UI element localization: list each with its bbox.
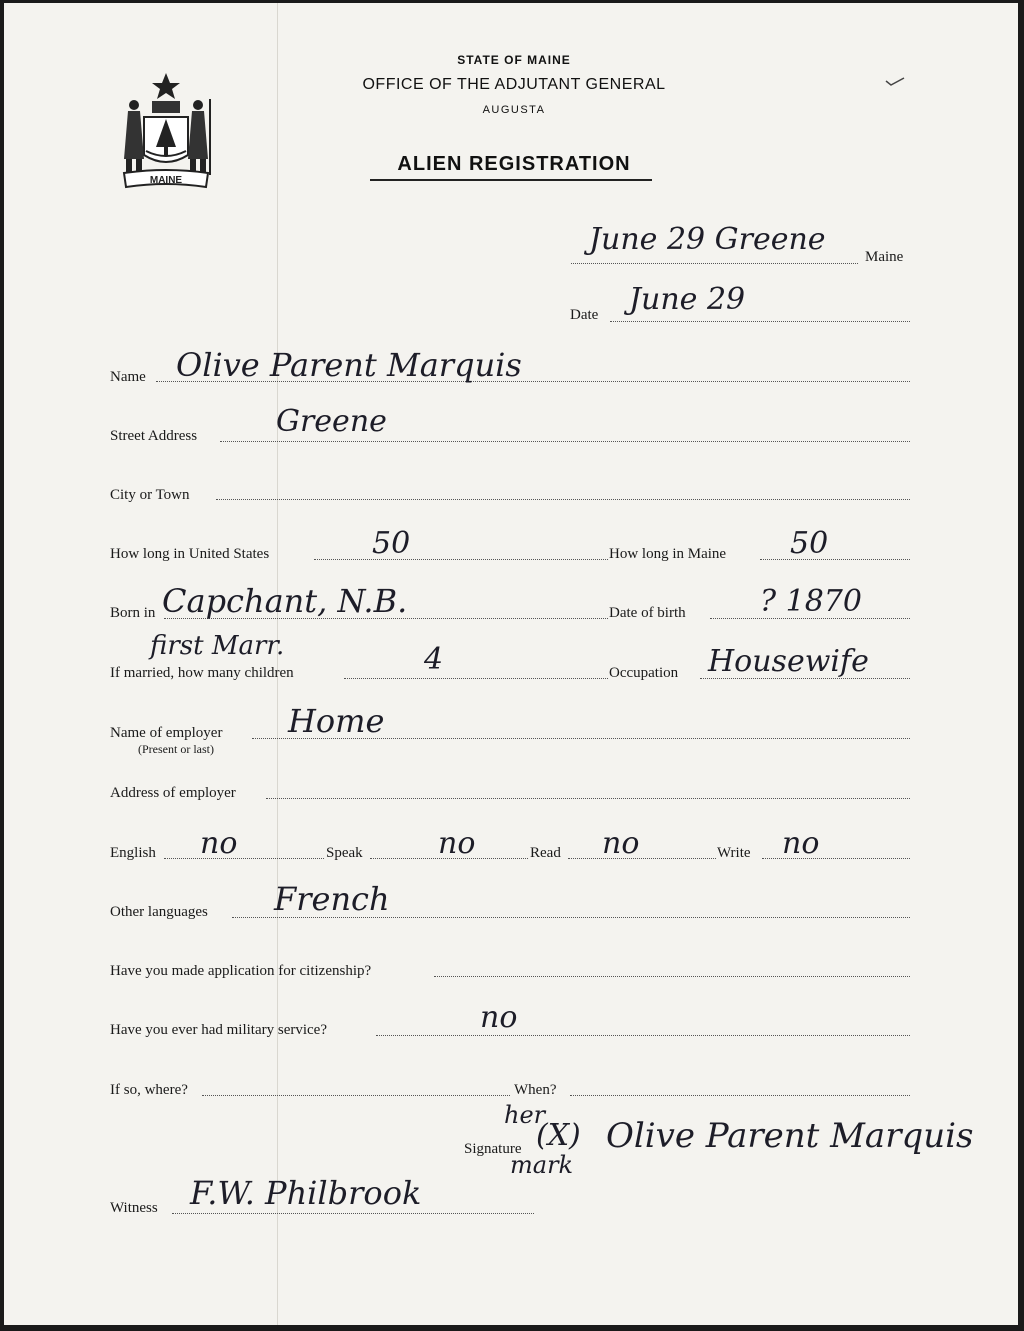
other-languages-value[interactable]: French bbox=[274, 880, 390, 918]
write-label: Write bbox=[717, 845, 751, 861]
maine-duration-label: How long in Maine bbox=[609, 546, 727, 562]
english-label: English bbox=[110, 845, 156, 861]
speak-label: Speak bbox=[326, 845, 363, 861]
employer-label: Name of employer bbox=[110, 725, 223, 741]
read-label: Read bbox=[530, 845, 561, 861]
street-value[interactable]: Greene bbox=[276, 404, 387, 439]
maine-state-seal-icon bbox=[114, 69, 218, 193]
employer-address-line bbox=[266, 798, 910, 799]
title-underline bbox=[370, 179, 652, 181]
seal-banner-text: MAINE bbox=[149, 175, 183, 186]
read-line bbox=[568, 858, 716, 859]
signature-value[interactable]: Olive Parent Marquis bbox=[606, 1116, 974, 1156]
children-label: If married, how many children bbox=[110, 665, 294, 681]
check-mark-icon bbox=[884, 75, 906, 87]
us-duration-label: How long in United States bbox=[110, 546, 270, 562]
born-label: Born in bbox=[110, 605, 156, 621]
witness-value[interactable]: F.W. Philbrook bbox=[190, 1174, 422, 1212]
place-value[interactable]: June 29 Greene bbox=[589, 222, 826, 257]
english-value[interactable]: no bbox=[200, 826, 238, 861]
write-value[interactable]: no bbox=[782, 826, 820, 861]
signature-mark-above: her bbox=[504, 1101, 546, 1129]
paper-fold-line bbox=[277, 3, 278, 1325]
employer-address-label: Address of employer bbox=[110, 785, 236, 801]
maine-duration-value[interactable]: 50 bbox=[790, 526, 829, 561]
children-line bbox=[344, 678, 608, 679]
us-duration-line bbox=[314, 559, 608, 560]
where-label: If so, where? bbox=[110, 1082, 188, 1098]
signature-mark-below: mark bbox=[510, 1151, 574, 1179]
english-line bbox=[164, 858, 324, 859]
other-languages-label: Other languages bbox=[110, 904, 208, 920]
place-label: Maine bbox=[865, 249, 904, 265]
city-line bbox=[216, 499, 910, 500]
date-line bbox=[610, 321, 910, 322]
date-label: Date bbox=[570, 307, 599, 323]
military-value[interactable]: no bbox=[480, 1000, 518, 1035]
registration-form bbox=[4, 3, 1018, 1325]
signature-label: Signature bbox=[464, 1141, 522, 1157]
witness-label: Witness bbox=[110, 1200, 158, 1216]
street-label: Street Address bbox=[110, 428, 198, 444]
street-line bbox=[220, 441, 910, 442]
us-duration-value[interactable]: 50 bbox=[372, 526, 411, 561]
signature-mark[interactable]: (X) bbox=[536, 1118, 581, 1153]
name-value[interactable]: Olive Parent Marquis bbox=[176, 346, 522, 384]
citizenship-label: Have you made application for citizenship? bbox=[110, 963, 372, 979]
place-line bbox=[571, 263, 858, 264]
dob-value[interactable]: ? 1870 bbox=[760, 584, 862, 619]
occupation-value[interactable]: Housewife bbox=[708, 644, 869, 679]
employer-sublabel: (Present or last) bbox=[138, 742, 214, 756]
header-state: STATE OF MAINE bbox=[457, 53, 571, 67]
where-line bbox=[202, 1095, 510, 1096]
citizenship-line bbox=[434, 976, 910, 977]
children-value[interactable]: 4 bbox=[424, 642, 444, 677]
dob-label: Date of birth bbox=[609, 605, 686, 621]
when-line bbox=[570, 1095, 910, 1096]
witness-line bbox=[172, 1213, 534, 1214]
name-label: Name bbox=[110, 369, 146, 385]
military-label: Have you ever had military service? bbox=[110, 1022, 327, 1038]
header-office: OFFICE OF THE ADJUTANT GENERAL bbox=[362, 76, 666, 93]
born-value[interactable]: Capchant, N.B. bbox=[162, 582, 408, 620]
when-label: When? bbox=[514, 1082, 557, 1098]
occupation-label: Occupation bbox=[609, 665, 679, 681]
city-label: City or Town bbox=[110, 487, 190, 503]
speak-value[interactable]: no bbox=[438, 826, 476, 861]
maine-duration-line bbox=[760, 559, 910, 560]
employer-value[interactable]: Home bbox=[288, 702, 385, 740]
military-line bbox=[376, 1035, 910, 1036]
married-note: first Marr. bbox=[150, 631, 285, 661]
date-value[interactable]: June 29 bbox=[629, 282, 746, 317]
header-city: AUGUSTA bbox=[482, 104, 546, 116]
read-value[interactable]: no bbox=[602, 826, 640, 861]
page-title: ALIEN REGISTRATION bbox=[397, 153, 631, 175]
